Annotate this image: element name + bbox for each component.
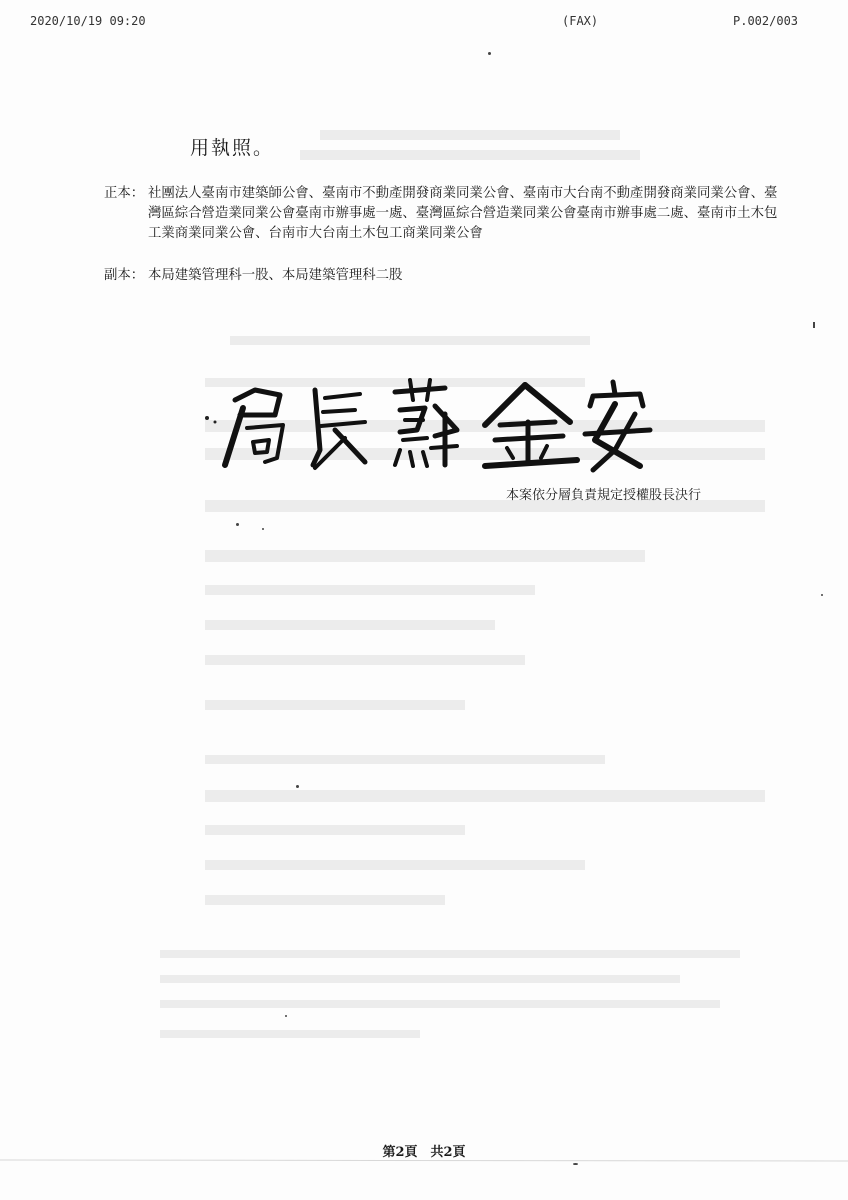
delegation-note: 本案依分層負責規定授權股長決行 [506,488,702,503]
cc-recipients [104,266,784,286]
fax-datetime: 2020/10/19 09:20 [30,14,146,28]
fax-header [0,14,848,34]
main-recipients [104,184,784,244]
closing-line: 用執照。 [190,137,275,159]
director-signature [195,370,655,480]
scan-edge-line [0,1158,848,1168]
page-footer: 第2頁 共2頁 [382,1145,466,1160]
cc-recipients-label: 副本： [104,268,145,283]
fax-mode: (FAX) [562,14,599,28]
cc-recipients-text: 本局建築管理科一股、本局建築管理科二股 [148,268,403,283]
main-recipients-label: 正本： [104,186,145,201]
fax-page-number: P.002/003 [733,14,799,28]
main-recipients-text: 社團法人臺南市建築師公會、臺南市不動產開發商業同業公會、臺南市大台南不動產開發商業同業公會、臺灣區綜合營造業同業公會臺南市辦事處一處、臺灣區綜合營造業同業公會臺南市辦事處二處、臺南市土木包工業商業同業公會、台南市大台南土木包工商業同業公會 [148,186,778,241]
